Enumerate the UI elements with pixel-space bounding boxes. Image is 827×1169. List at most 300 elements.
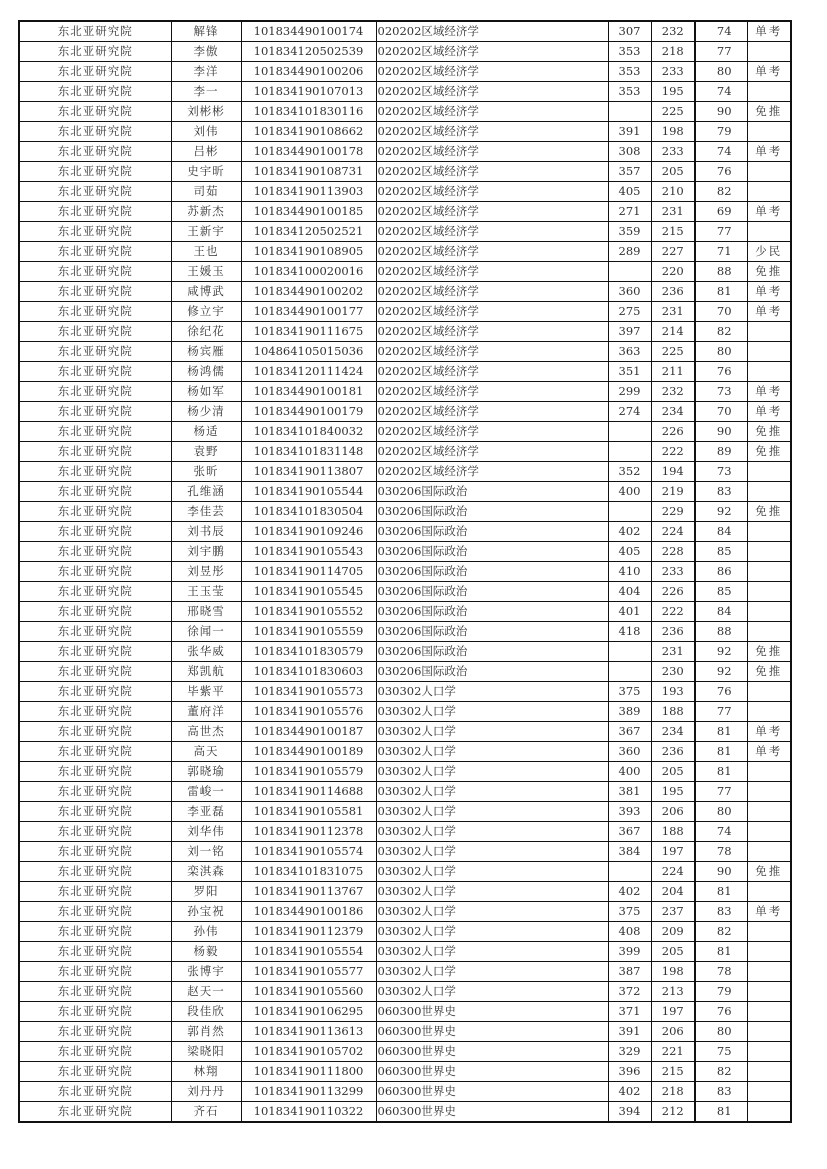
note-cell (747, 1022, 791, 1042)
note-cell (747, 42, 791, 62)
org-cell: 东北亚研究院 (19, 42, 171, 62)
major-cell: 030206国际政治 (376, 522, 608, 542)
table-row (19, 802, 791, 822)
score-other-cell: 85 (695, 582, 747, 602)
name-cell: 齐石 (171, 1102, 241, 1123)
exam-id-cell: 101834101830504 (241, 502, 376, 522)
major-cell: 020202区域经济学 (376, 462, 608, 482)
name-cell: 段佳欣 (171, 1002, 241, 1022)
score-retest-cell: 218 (651, 42, 695, 62)
score-other-cell: 88 (695, 622, 747, 642)
org-cell: 东北亚研究院 (19, 342, 171, 362)
score-other-cell: 82 (695, 1062, 747, 1082)
exam-id-cell: 101834101830603 (241, 662, 376, 682)
score-retest-cell: 230 (651, 662, 695, 682)
score-initial-cell: 381 (608, 782, 651, 802)
score-retest-cell: 211 (651, 362, 695, 382)
major-cell: 020202区域经济学 (376, 42, 608, 62)
org-cell: 东北亚研究院 (19, 1022, 171, 1042)
score-retest-cell: 197 (651, 842, 695, 862)
exam-id-cell: 101834101830579 (241, 642, 376, 662)
score-other-cell: 77 (695, 702, 747, 722)
table-row (19, 462, 791, 482)
org-cell: 东北亚研究院 (19, 962, 171, 982)
name-cell: 罗阳 (171, 882, 241, 902)
exam-id-cell: 101834190109246 (241, 522, 376, 542)
org-cell: 东北亚研究院 (19, 762, 171, 782)
note-cell (747, 962, 791, 982)
name-cell: 王也 (171, 242, 241, 262)
score-initial-cell: 400 (608, 762, 651, 782)
score-retest-cell: 237 (651, 902, 695, 922)
score-other-cell: 74 (695, 142, 747, 162)
name-cell: 刘彬彬 (171, 102, 241, 122)
score-other-cell: 81 (695, 762, 747, 782)
exam-id-cell: 101834190105544 (241, 482, 376, 502)
note-cell (747, 1002, 791, 1022)
score-other-cell: 92 (695, 642, 747, 662)
table-row (19, 402, 791, 422)
score-initial-cell: 402 (608, 882, 651, 902)
table-row (19, 662, 791, 682)
note-cell (747, 222, 791, 242)
score-initial-cell: 404 (608, 582, 651, 602)
exam-id-cell: 101834190106295 (241, 1002, 376, 1022)
score-initial-cell: 375 (608, 902, 651, 922)
note-cell (747, 602, 791, 622)
score-other-cell: 83 (695, 482, 747, 502)
score-retest-cell: 193 (651, 682, 695, 702)
note-cell (747, 1042, 791, 1062)
score-initial-cell: 389 (608, 702, 651, 722)
score-other-cell: 81 (695, 742, 747, 762)
score-retest-cell: 222 (651, 602, 695, 622)
score-retest-cell: 221 (651, 1042, 695, 1062)
org-cell: 东北亚研究院 (19, 642, 171, 662)
exam-id-cell: 101834490100206 (241, 62, 376, 82)
score-retest-cell: 205 (651, 942, 695, 962)
table-row (19, 162, 791, 182)
score-other-cell: 90 (695, 102, 747, 122)
note-cell: 单考 (747, 902, 791, 922)
note-cell: 免推 (747, 862, 791, 882)
org-cell: 东北亚研究院 (19, 62, 171, 82)
org-cell: 东北亚研究院 (19, 662, 171, 682)
exam-id-cell: 101834190111800 (241, 1062, 376, 1082)
org-cell: 东北亚研究院 (19, 922, 171, 942)
org-cell: 东北亚研究院 (19, 722, 171, 742)
score-retest-cell: 236 (651, 742, 695, 762)
table-row (19, 962, 791, 982)
exam-id-cell: 101834190105702 (241, 1042, 376, 1062)
exam-id-cell: 101834490100174 (241, 21, 376, 42)
major-cell: 030302人口学 (376, 982, 608, 1002)
org-cell: 东北亚研究院 (19, 682, 171, 702)
score-other-cell: 81 (695, 882, 747, 902)
table-row (19, 862, 791, 882)
score-other-cell: 81 (695, 282, 747, 302)
note-cell: 免推 (747, 422, 791, 442)
major-cell: 060300世界史 (376, 1082, 608, 1102)
exam-id-cell: 104864105015036 (241, 342, 376, 362)
note-cell (747, 1102, 791, 1123)
exam-id-cell: 101834190105545 (241, 582, 376, 602)
org-cell: 东北亚研究院 (19, 542, 171, 562)
exam-id-cell: 101834190107013 (241, 82, 376, 102)
score-retest-cell: 212 (651, 1102, 695, 1123)
score-other-cell: 88 (695, 262, 747, 282)
table-row (19, 522, 791, 542)
table-row (19, 21, 791, 42)
name-cell: 史宇昕 (171, 162, 241, 182)
note-cell (747, 342, 791, 362)
score-retest-cell: 205 (651, 762, 695, 782)
score-other-cell: 92 (695, 662, 747, 682)
org-cell: 东北亚研究院 (19, 862, 171, 882)
score-other-cell: 76 (695, 682, 747, 702)
score-other-cell: 83 (695, 1082, 747, 1102)
org-cell: 东北亚研究院 (19, 282, 171, 302)
name-cell: 梁晓阳 (171, 1042, 241, 1062)
note-cell: 单考 (747, 202, 791, 222)
major-cell: 060300世界史 (376, 1062, 608, 1082)
name-cell: 修立宇 (171, 302, 241, 322)
note-cell (747, 322, 791, 342)
table-row (19, 442, 791, 462)
score-initial-cell: 397 (608, 322, 651, 342)
score-initial-cell (608, 662, 651, 682)
org-cell: 东北亚研究院 (19, 362, 171, 382)
score-retest-cell: 224 (651, 862, 695, 882)
score-initial-cell: 405 (608, 182, 651, 202)
score-other-cell: 84 (695, 522, 747, 542)
table-row (19, 242, 791, 262)
note-cell (747, 582, 791, 602)
note-cell: 免推 (747, 502, 791, 522)
table-row (19, 202, 791, 222)
major-cell: 030302人口学 (376, 742, 608, 762)
org-cell: 东北亚研究院 (19, 822, 171, 842)
score-retest-cell: 204 (651, 882, 695, 902)
exam-id-cell: 101834490100178 (241, 142, 376, 162)
org-cell: 东北亚研究院 (19, 1102, 171, 1123)
name-cell: 李一 (171, 82, 241, 102)
table-row (19, 762, 791, 782)
table-row (19, 982, 791, 1002)
org-cell: 东北亚研究院 (19, 122, 171, 142)
org-cell: 东北亚研究院 (19, 1082, 171, 1102)
org-cell: 东北亚研究院 (19, 562, 171, 582)
table-row (19, 382, 791, 402)
name-cell: 郭肖然 (171, 1022, 241, 1042)
major-cell: 030302人口学 (376, 762, 608, 782)
name-cell: 邢晓雪 (171, 602, 241, 622)
score-other-cell: 82 (695, 922, 747, 942)
major-cell: 030206国际政治 (376, 542, 608, 562)
score-initial-cell: 391 (608, 1022, 651, 1042)
name-cell: 毕紫平 (171, 682, 241, 702)
exam-id-cell: 101834190113299 (241, 1082, 376, 1102)
major-cell: 020202区域经济学 (376, 362, 608, 382)
exam-id-cell: 101834190112379 (241, 922, 376, 942)
score-initial-cell: 402 (608, 1082, 651, 1102)
major-cell: 020202区域经济学 (376, 202, 608, 222)
name-cell: 张博宇 (171, 962, 241, 982)
major-cell: 020202区域经济学 (376, 142, 608, 162)
name-cell: 解锋 (171, 21, 241, 42)
note-cell: 单考 (747, 62, 791, 82)
name-cell: 刘丹丹 (171, 1082, 241, 1102)
table-row (19, 722, 791, 742)
score-other-cell: 71 (695, 242, 747, 262)
score-initial-cell: 360 (608, 282, 651, 302)
note-cell (747, 842, 791, 862)
name-cell: 刘华伟 (171, 822, 241, 842)
name-cell: 孙宝祝 (171, 902, 241, 922)
score-initial-cell: 353 (608, 82, 651, 102)
score-retest-cell: 220 (651, 262, 695, 282)
name-cell: 赵天一 (171, 982, 241, 1002)
score-other-cell: 82 (695, 182, 747, 202)
name-cell: 杨毅 (171, 942, 241, 962)
table-row (19, 282, 791, 302)
score-initial-cell: 391 (608, 122, 651, 142)
name-cell: 袁野 (171, 442, 241, 462)
exam-id-cell: 101834490100202 (241, 282, 376, 302)
table-row (19, 422, 791, 442)
exam-id-cell: 101834490100187 (241, 722, 376, 742)
name-cell: 刘书辰 (171, 522, 241, 542)
score-other-cell: 90 (695, 422, 747, 442)
major-cell: 020202区域经济学 (376, 282, 608, 302)
exam-id-cell: 101834100020016 (241, 262, 376, 282)
name-cell: 李佳芸 (171, 502, 241, 522)
score-retest-cell: 195 (651, 82, 695, 102)
name-cell: 郑凯航 (171, 662, 241, 682)
name-cell: 苏新杰 (171, 202, 241, 222)
table-row (19, 602, 791, 622)
score-other-cell: 80 (695, 802, 747, 822)
score-retest-cell: 215 (651, 1062, 695, 1082)
score-other-cell: 77 (695, 782, 747, 802)
major-cell: 030302人口学 (376, 702, 608, 722)
table-row (19, 222, 791, 242)
score-retest-cell: 197 (651, 1002, 695, 1022)
org-cell: 东北亚研究院 (19, 942, 171, 962)
note-cell (747, 1082, 791, 1102)
org-cell: 东北亚研究院 (19, 202, 171, 222)
major-cell: 030302人口学 (376, 902, 608, 922)
score-retest-cell: 231 (651, 302, 695, 322)
score-retest-cell: 210 (651, 182, 695, 202)
score-retest-cell: 214 (651, 322, 695, 342)
exam-id-cell: 101834190113807 (241, 462, 376, 482)
exam-id-cell: 101834120502539 (241, 42, 376, 62)
name-cell: 徐纪花 (171, 322, 241, 342)
name-cell: 孔维涵 (171, 482, 241, 502)
exam-id-cell: 101834190113767 (241, 882, 376, 902)
name-cell: 王新宇 (171, 222, 241, 242)
major-cell: 020202区域经济学 (376, 222, 608, 242)
score-retest-cell: 198 (651, 122, 695, 142)
table-row (19, 582, 791, 602)
note-cell (747, 122, 791, 142)
table-row (19, 342, 791, 362)
major-cell: 030302人口学 (376, 842, 608, 862)
org-cell: 东北亚研究院 (19, 21, 171, 42)
major-cell: 020202区域经济学 (376, 442, 608, 462)
table-row (19, 122, 791, 142)
major-cell: 030206国际政治 (376, 502, 608, 522)
major-cell: 030206国际政治 (376, 562, 608, 582)
table-row (19, 1022, 791, 1042)
score-other-cell: 89 (695, 442, 747, 462)
note-cell (747, 702, 791, 722)
org-cell: 东北亚研究院 (19, 742, 171, 762)
score-other-cell: 70 (695, 302, 747, 322)
score-retest-cell: 195 (651, 782, 695, 802)
name-cell: 郭晓瑜 (171, 762, 241, 782)
exam-id-cell: 101834101831075 (241, 862, 376, 882)
score-other-cell: 77 (695, 42, 747, 62)
exam-id-cell: 101834190105576 (241, 702, 376, 722)
score-other-cell: 80 (695, 342, 747, 362)
exam-id-cell: 101834190105579 (241, 762, 376, 782)
score-other-cell: 70 (695, 402, 747, 422)
score-retest-cell: 205 (651, 162, 695, 182)
table-row (19, 942, 791, 962)
score-initial-cell: 359 (608, 222, 651, 242)
table-row (19, 742, 791, 762)
score-initial-cell: 387 (608, 962, 651, 982)
exam-id-cell: 101834190113903 (241, 182, 376, 202)
note-cell: 单考 (747, 742, 791, 762)
major-cell: 020202区域经济学 (376, 102, 608, 122)
score-retest-cell: 209 (651, 922, 695, 942)
org-cell: 东北亚研究院 (19, 322, 171, 342)
score-other-cell: 69 (695, 202, 747, 222)
exam-id-cell: 101834101840032 (241, 422, 376, 442)
note-cell (747, 922, 791, 942)
name-cell: 杨少清 (171, 402, 241, 422)
score-initial-cell: 405 (608, 542, 651, 562)
score-other-cell: 90 (695, 862, 747, 882)
major-cell: 030302人口学 (376, 862, 608, 882)
table-row (19, 542, 791, 562)
name-cell: 吕彬 (171, 142, 241, 162)
score-other-cell: 92 (695, 502, 747, 522)
score-retest-cell: 234 (651, 402, 695, 422)
note-cell: 单考 (747, 402, 791, 422)
exam-id-cell: 101834490100189 (241, 742, 376, 762)
score-retest-cell: 213 (651, 982, 695, 1002)
table-row (19, 822, 791, 842)
exam-id-cell: 101834490100186 (241, 902, 376, 922)
name-cell: 刘宇鹏 (171, 542, 241, 562)
exam-id-cell: 101834190114688 (241, 782, 376, 802)
score-other-cell: 82 (695, 322, 747, 342)
score-initial-cell: 372 (608, 982, 651, 1002)
exam-id-cell: 101834190111675 (241, 322, 376, 342)
exam-id-cell: 101834190108905 (241, 242, 376, 262)
score-initial-cell: 275 (608, 302, 651, 322)
org-cell: 东北亚研究院 (19, 222, 171, 242)
table-body (19, 21, 791, 1122)
major-cell: 020202区域经济学 (376, 122, 608, 142)
score-retest-cell: 225 (651, 102, 695, 122)
score-other-cell: 76 (695, 362, 747, 382)
note-cell: 单考 (747, 382, 791, 402)
note-cell (747, 882, 791, 902)
score-retest-cell: 232 (651, 21, 695, 42)
exam-id-cell: 101834190105560 (241, 982, 376, 1002)
major-cell: 030206国际政治 (376, 582, 608, 602)
name-cell: 杨鸿儒 (171, 362, 241, 382)
name-cell: 刘伟 (171, 122, 241, 142)
table-row (19, 702, 791, 722)
table-row (19, 842, 791, 862)
score-initial-cell: 274 (608, 402, 651, 422)
score-initial-cell: 299 (608, 382, 651, 402)
major-cell: 030302人口学 (376, 962, 608, 982)
score-other-cell: 81 (695, 942, 747, 962)
score-initial-cell: 289 (608, 242, 651, 262)
exam-id-cell: 101834101830116 (241, 102, 376, 122)
score-retest-cell: 234 (651, 722, 695, 742)
major-cell: 030302人口学 (376, 722, 608, 742)
name-cell: 孙伟 (171, 922, 241, 942)
score-initial-cell: 399 (608, 942, 651, 962)
exam-id-cell: 101834190105577 (241, 962, 376, 982)
score-retest-cell: 236 (651, 282, 695, 302)
name-cell: 杨如军 (171, 382, 241, 402)
score-retest-cell: 206 (651, 802, 695, 822)
exam-id-cell: 101834490100177 (241, 302, 376, 322)
note-cell (747, 482, 791, 502)
score-initial-cell: 367 (608, 722, 651, 742)
name-cell: 张昕 (171, 462, 241, 482)
score-other-cell: 78 (695, 842, 747, 862)
org-cell: 东北亚研究院 (19, 162, 171, 182)
score-initial-cell (608, 642, 651, 662)
major-cell: 020202区域经济学 (376, 182, 608, 202)
major-cell: 020202区域经济学 (376, 242, 608, 262)
org-cell: 东北亚研究院 (19, 882, 171, 902)
org-cell: 东北亚研究院 (19, 242, 171, 262)
table-row (19, 642, 791, 662)
org-cell: 东北亚研究院 (19, 82, 171, 102)
score-other-cell: 73 (695, 462, 747, 482)
major-cell: 020202区域经济学 (376, 162, 608, 182)
exam-id-cell: 101834120111424 (241, 362, 376, 382)
score-retest-cell: 233 (651, 62, 695, 82)
note-cell: 单考 (747, 142, 791, 162)
table-row (19, 562, 791, 582)
table-row (19, 902, 791, 922)
table-row (19, 482, 791, 502)
org-cell: 东北亚研究院 (19, 842, 171, 862)
major-cell: 060300世界史 (376, 1102, 608, 1123)
table-row (19, 922, 791, 942)
exam-id-cell: 101834190114705 (241, 562, 376, 582)
org-cell: 东北亚研究院 (19, 262, 171, 282)
score-initial-cell (608, 862, 651, 882)
note-cell: 单考 (747, 21, 791, 42)
major-cell: 020202区域经济学 (376, 402, 608, 422)
exam-id-cell: 101834190108731 (241, 162, 376, 182)
table-row (19, 782, 791, 802)
note-cell (747, 182, 791, 202)
